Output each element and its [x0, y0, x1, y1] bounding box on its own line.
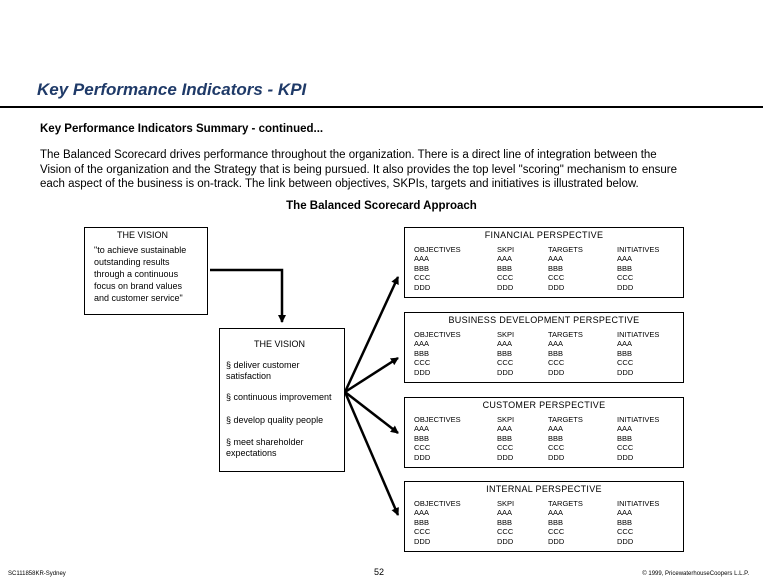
vision-box-top — [84, 227, 208, 315]
perspective-internal — [404, 481, 684, 552]
skpi-column: SKPI AAA BBB CCC DDD — [497, 330, 515, 377]
skpi-column: SKPI AAA BBB CCC DDD — [497, 415, 515, 462]
skpi-column: SKPI AAA BBB CCC DDD — [497, 245, 515, 292]
footer-code: SC111858KR-Sydney — [8, 571, 66, 577]
vision-bullet: § meet shareholder expectations — [226, 437, 304, 458]
perspective-customer — [404, 397, 684, 468]
objectives-column: OBJECTIVES AAA BBB CCC DDD — [414, 415, 461, 462]
vision-bullet: § deliver customer satisfaction — [226, 360, 300, 381]
quote-line: through a continuous — [94, 269, 179, 279]
vision-label: THE VISION — [254, 339, 306, 349]
footer-copyright: © 1999, PricewaterhouseCoopers L.L.P. — [642, 571, 749, 577]
quote-line: "to achieve sustainable — [94, 245, 187, 255]
targets-column: TARGETS AAA BBB CCC DDD — [548, 330, 583, 377]
vision-bullet: § continuous improvement — [226, 392, 332, 402]
quote-line: outstanding results — [94, 257, 170, 267]
vision-box-mid — [219, 328, 345, 472]
objectives-column: OBJECTIVES AAA BBB CCC DDD — [414, 499, 461, 546]
initiatives-column: INITIATIVES AAA BBB CCC DDD — [617, 245, 660, 292]
initiatives-column: INITIATIVES AAA BBB CCC DDD — [617, 330, 660, 377]
vision-link-arrow — [210, 270, 282, 322]
perspective-title: CUSTOMER PERSPECTIVE — [482, 400, 606, 410]
vision-quote — [94, 244, 186, 304]
initiatives-column: INITIATIVES AAA BBB CCC DDD — [617, 415, 660, 462]
quote-line: and customer service" — [94, 293, 183, 303]
perspective-business-development — [404, 312, 684, 383]
quote-line: focus on brand values — [94, 281, 183, 291]
page-number: 52 — [374, 567, 385, 577]
perspective-title: INTERNAL PERSPECTIVE — [486, 484, 602, 494]
perspective-title: BUSINESS DEVELOPMENT PERSPECTIVE — [448, 315, 640, 325]
objectives-column: OBJECTIVES AAA BBB CCC DDD — [414, 245, 461, 292]
page-title: Key Performance Indicators - KPI — [37, 80, 307, 99]
vision-label: THE VISION — [117, 230, 169, 240]
targets-column: TARGETS AAA BBB CCC DDD — [548, 499, 583, 546]
targets-column: TARGETS AAA BBB CCC DDD — [548, 415, 583, 462]
section-subheading: Key Performance Indicators Summary - continued... — [40, 123, 324, 135]
perspective-title: FINANCIAL PERSPECTIVE — [484, 230, 604, 240]
initiatives-column: INITIATIVES AAA BBB CCC DDD — [617, 499, 660, 546]
paragraph-line: Vision of the organization and the Strategy that is being pursued. It also provides the top level "scoring" mechanism to ensure — [40, 163, 677, 176]
perspective-financial — [404, 227, 684, 298]
vision-bullet: § develop quality people — [226, 415, 324, 425]
targets-column: TARGETS AAA BBB CCC DDD — [548, 245, 583, 292]
objectives-column: OBJECTIVES AAA BBB CCC DDD — [414, 330, 461, 377]
skpi-column: SKPI AAA BBB CCC DDD — [497, 499, 515, 546]
paragraph-line: each aspect of the business is on-track. The link between objectives, SKPIs, targets and initiatives is illustrated below. — [40, 178, 639, 190]
paragraph-line: The Balanced Scorecard drives performance throughout the organization. There is a direct line of integration between the — [40, 149, 657, 161]
arrow-internal — [345, 392, 398, 515]
diagram-title: The Balanced Scorecard Approach — [286, 200, 477, 212]
